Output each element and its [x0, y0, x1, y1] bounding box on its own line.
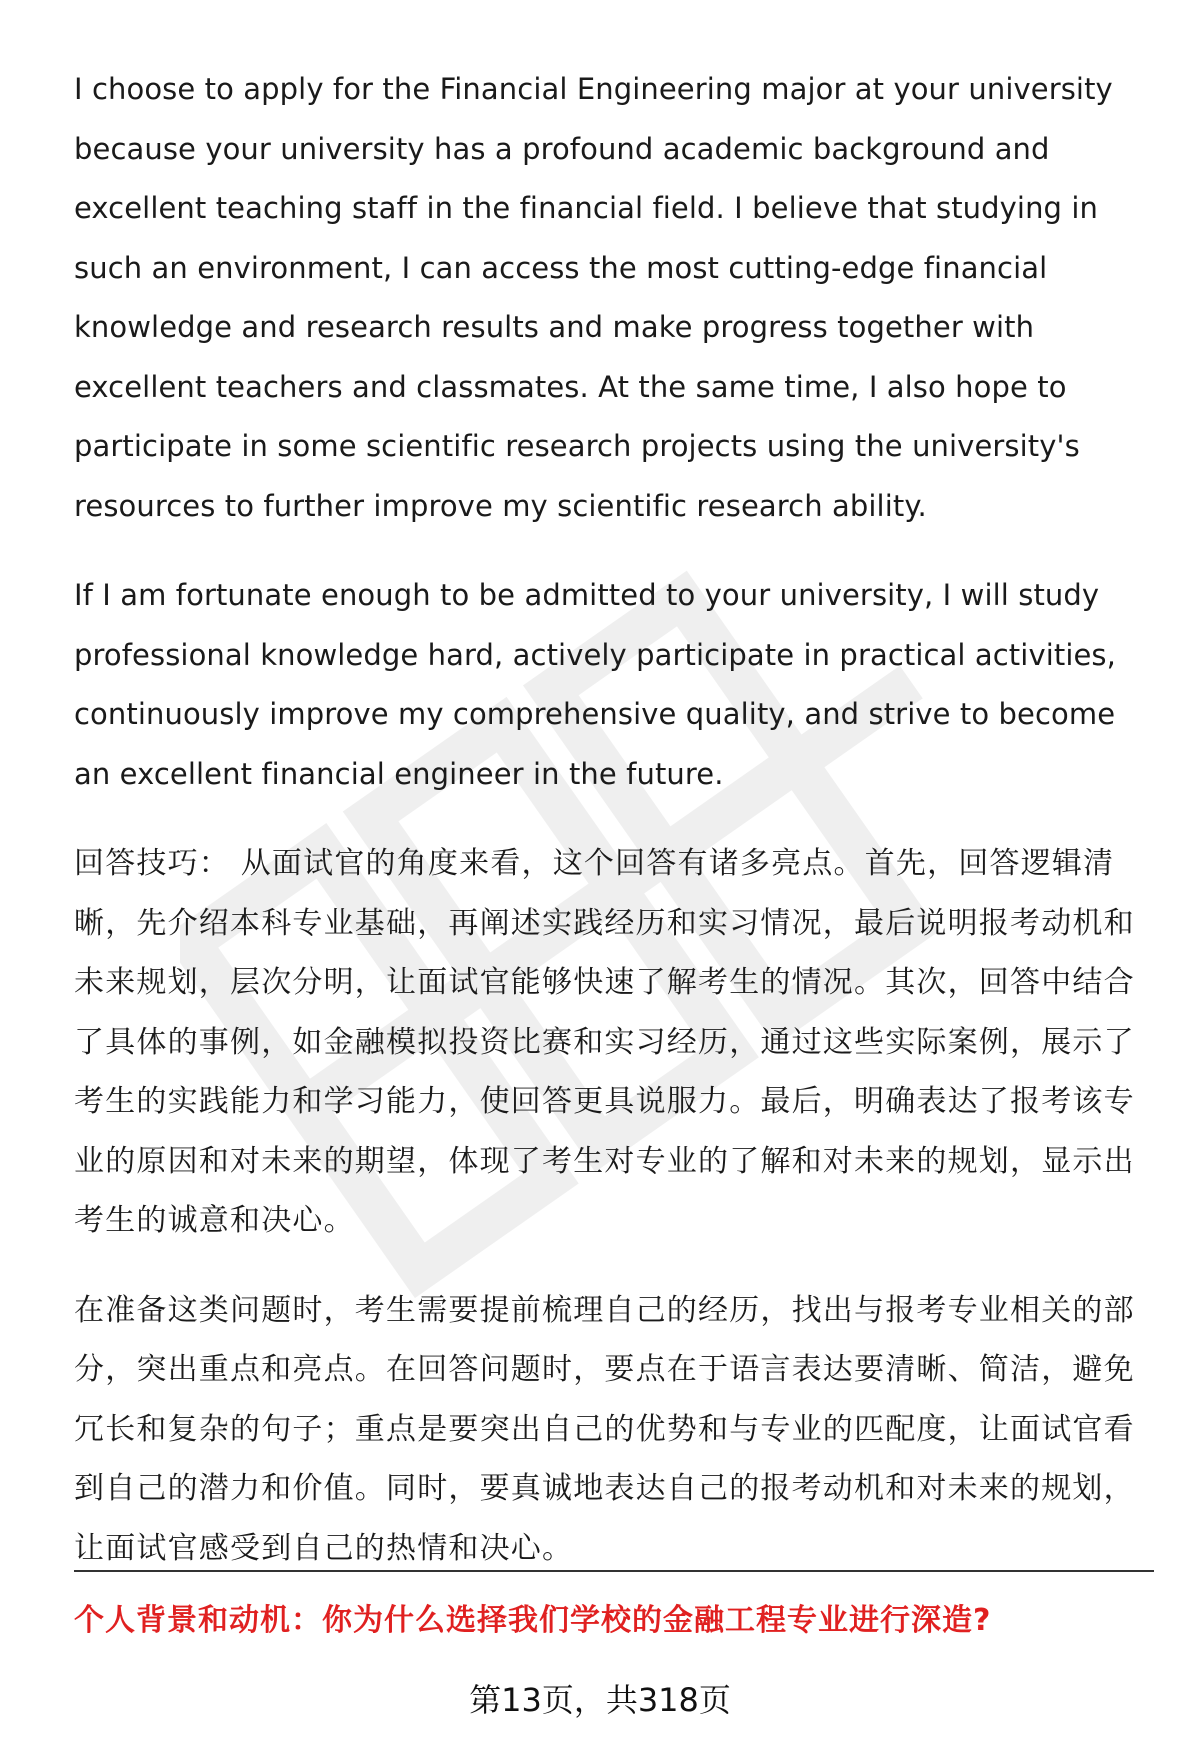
- next-question-title: 个人背景和动机：你为什么选择我们学校的金融工程专业进行深造?: [74, 1603, 992, 1638]
- page-number: 第13页，共318页: [469, 1681, 731, 1719]
- answer-paragraph-1: I choose to apply for the Financial Engineering major at your university because your university has a profound academic background and excellent teaching staff in the financial field. I believe that studying in such an environment, I can access the most cutting-edge financial knowledge and research results and make progress together with excellent teachers and classmates. At the same time, I also hope to participate in some scientific research projects using the university's resources to further improve my scientific research ability.: [74, 72, 1113, 523]
- tips-paragraph-1: 回答技巧： 从面试官的角度来看，这个回答有诸多亮点。首先，回答逻辑清晰，先介绍本科专业基础，再阐述实践经历和实习情况，最后说明报考动机和未来规划，层次分明，让面试官能够快速了解考生的情况。其次，回答中结合了具体的事例，如金融模拟投资比赛和实习经历，通过这些实际案例，展示了考生的实践能力和学习能力，使回答更具说服力。最后，明确表达了报考该专业的原因和对未来的期望，体现了考生对专业的了解和对未来的规划，显示出考生的诚意和决心。: [74, 846, 1135, 1238]
- document-body: [74, 60, 1154, 1608]
- section-divider: [74, 1570, 1154, 1572]
- tips-paragraph-2: 在准备这类问题时，考生需要提前梳理自己的经历，找出与报考专业相关的部分，突出重点和亮点。在回答问题时，要点在于语言表达要清晰、简洁，避免冗长和复杂的句子；重点是要突出自己的优势和与专业的匹配度，让面试官看到自己的潜力和价值。同时，要真诚地表达自己的报考动机和对未来的规划，让面试官感受到自己的热情和决心。: [74, 1292, 1135, 1566]
- answer-paragraph-2: If I am fortunate enough to be admitted to your university, I will study professional knowledge hard, actively participate in practical activities, continuously improve my comprehensive quality, and strive to become an excellent financial engineer in the future.: [74, 578, 1116, 791]
